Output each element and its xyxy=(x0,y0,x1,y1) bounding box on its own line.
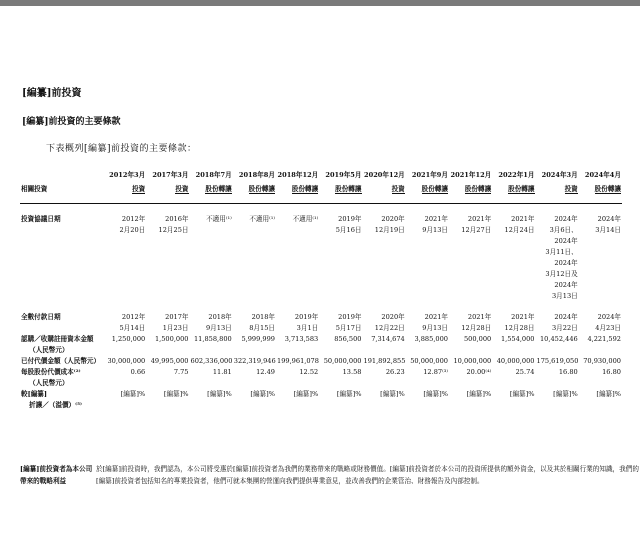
investment-terms-table xyxy=(20,169,622,411)
table-cell xyxy=(319,214,362,302)
cell-line: 3月13日 xyxy=(551,292,578,300)
table-cell: 7.75 xyxy=(173,368,189,376)
table-cell: 40,000,000 xyxy=(496,357,535,365)
cell-line: 2024年 xyxy=(597,313,621,321)
table-cell: 10,000,000 xyxy=(453,357,492,365)
cell-line: 2020年 xyxy=(381,313,405,321)
table-cell xyxy=(536,214,579,302)
column-type: 股份轉讓 xyxy=(421,185,448,193)
table-cell xyxy=(363,214,406,302)
cell-line: 12月19日 xyxy=(374,226,405,234)
table-cell: 12.87⁽³⁾ xyxy=(423,368,448,376)
capital-subrow xyxy=(20,345,622,356)
table-cell xyxy=(579,214,622,302)
cell-line: 12月24日 xyxy=(504,226,535,234)
row-sublabel: 折讓／（溢價）⁽⁵⁾ xyxy=(29,401,82,409)
table-cell xyxy=(103,312,146,334)
table-cell xyxy=(449,214,492,302)
cell-line: 2021年 xyxy=(467,313,492,321)
cell-line: 12月22日 xyxy=(374,324,405,332)
table-cell: [編纂]% xyxy=(336,390,362,398)
table-cell: 30,000,000 xyxy=(107,357,146,365)
header-type-row xyxy=(20,183,622,197)
column-date: 2021年9月 xyxy=(411,171,448,179)
cell-line: 2021年 xyxy=(467,215,492,223)
cell-line: 2024年 xyxy=(554,281,578,289)
table-cell: 10,452,446 xyxy=(539,335,578,343)
column-date: 2021年12月 xyxy=(450,171,492,179)
cell-line: 2024年 xyxy=(554,215,578,223)
cell-line: 12月28日 xyxy=(504,324,535,332)
column-date: 2018年8月 xyxy=(238,171,275,179)
capital-row xyxy=(20,334,622,345)
table-cell: 11.81 xyxy=(212,368,232,376)
discount-row xyxy=(20,389,622,400)
table-cell xyxy=(449,312,492,334)
table-cell: [編纂]% xyxy=(553,390,578,398)
header-label: 相關投資 xyxy=(21,185,48,193)
cell-line: 2021年 xyxy=(424,313,448,321)
column-date: 2018年12月 xyxy=(277,171,319,179)
row-label: 每股股份代價成本⁽²⁾ xyxy=(21,368,81,376)
row-sublabel: （人民幣元） xyxy=(29,346,69,354)
table-cell: 856,500 xyxy=(334,335,362,343)
cell-line: 3月11日、 xyxy=(545,248,578,256)
cell-line: 3月1日 xyxy=(296,324,319,332)
row-label: 已付代價金額（人民幣元） xyxy=(21,357,101,365)
table-cell: [編纂]% xyxy=(423,390,448,398)
table-cell xyxy=(319,312,362,334)
table-cell xyxy=(536,312,579,334)
row-sublabel: （人民幣元） xyxy=(29,379,69,387)
row-label: 投資協議日期 xyxy=(21,215,61,223)
cell-line: 2019年 xyxy=(338,313,362,321)
row-label: 認購／收購註冊資本金額 xyxy=(21,335,94,343)
table-cell: [編纂]% xyxy=(163,390,189,398)
cell-line: 9月13日 xyxy=(422,226,448,234)
table-cell xyxy=(103,214,146,302)
table-cell xyxy=(190,312,233,334)
table-cell: 602,336,000 xyxy=(190,357,233,365)
cell-line: 12月25日 xyxy=(158,226,189,234)
column-date: 2020年12月 xyxy=(364,171,405,179)
cell-line: 2017年 xyxy=(165,313,189,321)
table-cell: [編纂]% xyxy=(207,390,232,398)
table-cell: 16.80 xyxy=(558,368,578,376)
cell-line: 9月13日 xyxy=(205,324,232,332)
table-cell xyxy=(233,312,276,334)
document-page xyxy=(0,6,640,549)
cell-line: 2020年 xyxy=(381,215,405,223)
section-heading: [編纂]前投資 xyxy=(22,88,82,99)
table-cell: 70,930,000 xyxy=(583,357,621,365)
table-cell: 1,250,000 xyxy=(111,335,146,343)
cell-line: 4月23日 xyxy=(595,324,621,332)
cell-line: 12月28日 xyxy=(461,324,492,332)
table-cell: 16.80 xyxy=(602,368,621,376)
table-cell: 3,713,583 xyxy=(284,335,319,343)
cell-line: 2012年 xyxy=(121,313,146,321)
column-type: 投資 xyxy=(391,185,405,193)
discount-subrow xyxy=(20,400,622,411)
cell-line: 2024年 xyxy=(597,215,621,223)
cell-line: 2019年 xyxy=(294,313,319,321)
column-type: 股份轉讓 xyxy=(335,185,362,193)
column-type: 股份轉讓 xyxy=(291,185,319,193)
table-cell: 191,892,855 xyxy=(363,357,406,365)
cell-line: 12月27日 xyxy=(461,226,492,234)
agreement-date-row xyxy=(20,214,622,302)
table-cell xyxy=(146,214,189,302)
cell-line: 5月14日 xyxy=(119,324,146,332)
table-cell: 50,000,000 xyxy=(410,357,448,365)
column-date: 2012年3月 xyxy=(109,171,146,179)
strategic-benefit-label: [編纂]前投資者為本公司帶來的戰略利益 xyxy=(20,465,93,485)
table-cell xyxy=(579,312,622,334)
column-date: 2024年3月 xyxy=(541,171,578,179)
cell-line: 2019年 xyxy=(338,215,362,223)
column-type: 股份轉讓 xyxy=(205,185,232,193)
table-cell: 26.23 xyxy=(385,368,405,376)
cost-per-share-row xyxy=(20,367,622,378)
table-cell xyxy=(276,312,319,334)
table-cell xyxy=(492,214,535,302)
table-cell: 13.58 xyxy=(342,368,362,376)
table-cell xyxy=(190,214,233,302)
cell-line: 5月17日 xyxy=(335,324,362,332)
table-cell: 5,999,999 xyxy=(241,335,275,343)
row-label: 全數付款日期 xyxy=(21,313,61,321)
table-cell: 175,619,050 xyxy=(536,357,579,365)
column-type: 股份轉讓 xyxy=(464,185,492,193)
table-cell: 4,221,592 xyxy=(587,335,621,343)
table-cell: 322,319,946 xyxy=(233,357,276,365)
cell-line: 2月20日 xyxy=(119,226,146,234)
cell-line: 2024年 xyxy=(554,259,578,267)
cell-line: 2021年 xyxy=(511,313,535,321)
table-cell xyxy=(492,312,535,334)
consideration-row xyxy=(20,356,622,367)
cost-per-share-subrow xyxy=(20,378,622,389)
column-type: 股份轉讓 xyxy=(594,185,621,193)
table-cell: 7,314,674 xyxy=(371,335,405,343)
cell-line: 1月23日 xyxy=(162,324,189,332)
cell-line: 8月15日 xyxy=(249,324,275,332)
table-cell: 49,995,000 xyxy=(150,357,189,365)
table-cell: 25.74 xyxy=(515,368,535,376)
table-cell: 3,885,000 xyxy=(414,335,448,343)
table-cell xyxy=(363,312,406,334)
column-date: 2024年4月 xyxy=(584,171,621,179)
cell-line: 2021年 xyxy=(511,215,535,223)
intro-text: 下表概列[編纂]前投資的主要條款： xyxy=(46,144,197,154)
table-cell xyxy=(146,312,189,334)
table-cell: 50,000,000 xyxy=(323,357,362,365)
column-type: 投資 xyxy=(175,185,189,193)
table-cell: 0.66 xyxy=(130,368,146,376)
column-type: 股份轉讓 xyxy=(248,185,275,193)
table-cell: 500,000 xyxy=(463,335,492,343)
cell-line: 不適用⁽¹⁾ xyxy=(206,215,232,223)
cell-line: 9月13日 xyxy=(422,324,448,332)
cell-line: 不適用⁽¹⁾ xyxy=(249,215,275,223)
table-cell xyxy=(406,214,449,302)
cell-line: 3月12日及 xyxy=(545,270,578,278)
table-cell: 1,500,000 xyxy=(154,335,189,343)
table-cell: 1,554,000 xyxy=(500,335,535,343)
cell-line: 5月16日 xyxy=(335,226,362,234)
cell-line: 2016年 xyxy=(165,215,189,223)
table-cell xyxy=(233,214,276,302)
column-type: 投資 xyxy=(132,185,146,193)
table-cell: [編纂]% xyxy=(509,390,535,398)
cell-line: 3月6日、 xyxy=(549,226,578,234)
table-cell: [編纂]% xyxy=(120,390,146,398)
payment-date-row xyxy=(20,312,622,334)
cell-line: 2021年 xyxy=(424,215,448,223)
table-cell: [編纂]% xyxy=(293,390,319,398)
table-cell xyxy=(276,214,319,302)
cell-line: 2024年 xyxy=(554,313,578,321)
column-date: 2018年7月 xyxy=(195,171,232,179)
cell-line: 3月14日 xyxy=(595,226,621,234)
table-cell: [編纂]% xyxy=(250,390,275,398)
table-cell: [編纂]% xyxy=(596,390,621,398)
strategic-benefit-text: 於[編纂]前投資時，我們認為，本公司將受惠於[編纂]前投資者為我們的業務帶來的戰略或財務價值。[編纂]前投資者於本公司的投資所提供的額外資金，以及其於相關行業的知識，我們的[編纂]前投資者包括知名的專業投資者，他們可就本集團的營運向我們提供專業意見，並改善我們的企業管治、財務報告及內部控制。 xyxy=(96,465,639,485)
row-label: 較[編纂] xyxy=(21,390,48,398)
table-cell: [編纂]% xyxy=(380,390,405,398)
cell-line: 不適用⁽¹⁾ xyxy=(292,215,319,223)
cell-line: 3月22日 xyxy=(551,324,578,332)
table-cell xyxy=(406,312,449,334)
cell-line: 2018年 xyxy=(251,313,275,321)
table-cell: 12.49 xyxy=(256,368,275,376)
column-date: 2022年1月 xyxy=(498,171,535,179)
cell-line: 2018年 xyxy=(208,313,232,321)
column-type: 投資 xyxy=(564,185,578,193)
table-cell: 199,961,078 xyxy=(277,357,319,365)
cell-line: 2012年 xyxy=(121,215,146,223)
table-cell: 11,858,800 xyxy=(193,335,232,343)
table-cell: [編纂]% xyxy=(466,390,492,398)
header-date-row xyxy=(20,169,622,183)
table-cell: 12.52 xyxy=(299,368,319,376)
section-subheading: [編纂]前投資的主要條款 xyxy=(22,117,121,127)
table-cell: 20.00⁽⁴⁾ xyxy=(466,368,492,376)
cell-line: 2024年 xyxy=(554,237,578,245)
column-type: 股份轉讓 xyxy=(508,185,535,193)
column-date: 2019年5月 xyxy=(325,171,362,179)
column-date: 2017年3月 xyxy=(152,171,189,179)
